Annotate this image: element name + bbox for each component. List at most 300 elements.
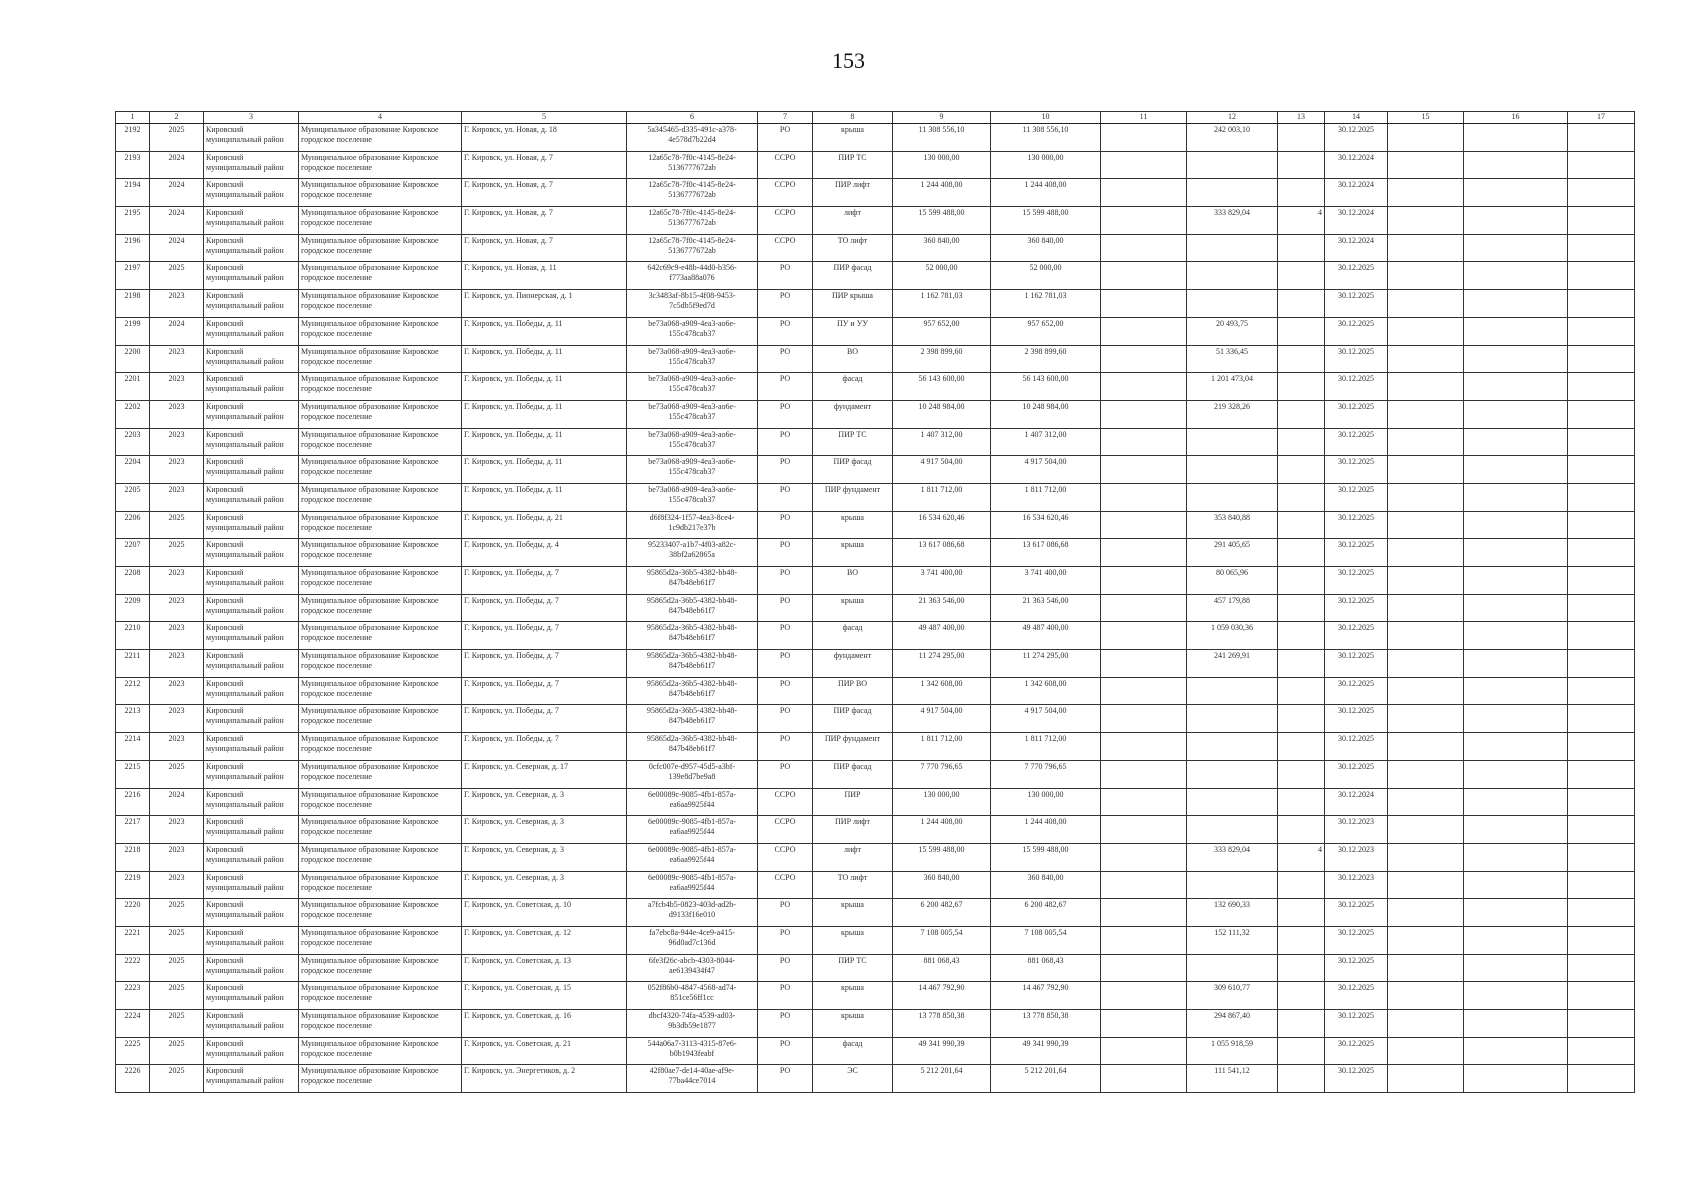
cell-address: Г. Кировск, ул. Северная, д. 3 [462, 788, 627, 816]
cell-col-17 [1568, 483, 1635, 511]
cell-col-17 [1568, 179, 1635, 207]
cell-cost-total: 957 652,00 [991, 317, 1101, 345]
cell-col-16 [1464, 290, 1568, 318]
cell-municipality: Муниципальное образование Кировское городское поселение [299, 816, 462, 844]
cell-work-type: крыша [813, 1010, 893, 1038]
cell-cost-total: 7 770 796,65 [991, 760, 1101, 788]
cell-work-type: ПИР лифт [813, 816, 893, 844]
cell-work-type: ПИР фасад [813, 262, 893, 290]
cell-district: Кировский муниципальный район [204, 705, 299, 733]
column-header-2: 2 [150, 112, 204, 124]
cell-col-12: 132 690,33 [1187, 899, 1278, 927]
cell-row-number: 2197 [116, 262, 150, 290]
column-header-10: 10 [991, 112, 1101, 124]
cell-col-12: 353 840,88 [1187, 511, 1278, 539]
cell-year: 2025 [150, 899, 204, 927]
table-row [116, 428, 1635, 456]
cell-col-17 [1568, 456, 1635, 484]
cell-municipality: Муниципальное образование Кировское городское поселение [299, 511, 462, 539]
cell-col-11 [1101, 1065, 1187, 1093]
cell-col-17 [1568, 954, 1635, 982]
cell-col-11 [1101, 539, 1187, 567]
cell-district: Кировский муниципальный район [204, 290, 299, 318]
cell-col-12: 241 269,91 [1187, 650, 1278, 678]
cell-year: 2025 [150, 1037, 204, 1065]
cell-house-guid: 95865d2a-36b5-4382-bb48-847b48eb61f7 [627, 650, 758, 678]
cell-col-13 [1278, 567, 1325, 595]
cell-col-11 [1101, 456, 1187, 484]
cell-year: 2023 [150, 816, 204, 844]
cell-col-11 [1101, 428, 1187, 456]
cell-cost: 3 741 400,00 [893, 567, 991, 595]
cell-col-12: 333 829,04 [1187, 843, 1278, 871]
cell-address: Г. Кировск, ул. Победы, д. 7 [462, 567, 627, 595]
cell-col-11 [1101, 1010, 1187, 1038]
cell-year: 2023 [150, 650, 204, 678]
cell-address: Г. Кировск, ул. Победы, д. 11 [462, 400, 627, 428]
cell-col-13 [1278, 539, 1325, 567]
cell-program: РО [758, 124, 813, 152]
cell-col-16 [1464, 179, 1568, 207]
cell-cost-total: 2 398 899,60 [991, 345, 1101, 373]
cell-row-number: 2196 [116, 234, 150, 262]
cell-program: РО [758, 483, 813, 511]
cell-program: РО [758, 622, 813, 650]
cell-cost: 56 143 600,00 [893, 373, 991, 401]
cell-district: Кировский муниципальный район [204, 483, 299, 511]
cell-col-11 [1101, 317, 1187, 345]
cell-work-type: ПИР фасад [813, 456, 893, 484]
cell-col-12: 242 003,10 [1187, 124, 1278, 152]
cell-work-type: фасад [813, 373, 893, 401]
cell-address: Г. Кировск, ул. Советская, д. 21 [462, 1037, 627, 1065]
cell-address: Г. Кировск, ул. Победы, д. 11 [462, 428, 627, 456]
cell-municipality: Муниципальное образование Кировское городское поселение [299, 234, 462, 262]
cell-cost-total: 14 467 792,90 [991, 982, 1101, 1010]
cell-col-13 [1278, 816, 1325, 844]
cell-municipality: Муниципальное образование Кировское городское поселение [299, 594, 462, 622]
cell-col-12 [1187, 234, 1278, 262]
cell-work-type: ТО лифт [813, 871, 893, 899]
cell-cost: 13 778 850,38 [893, 1010, 991, 1038]
cell-col-11 [1101, 151, 1187, 179]
cell-col-16 [1464, 899, 1568, 927]
cell-col-15 [1388, 1065, 1464, 1093]
cell-work-type: ВО [813, 567, 893, 595]
cell-address: Г. Кировск, ул. Советская, д. 15 [462, 982, 627, 1010]
cell-cost: 1 244 408,00 [893, 179, 991, 207]
cell-work-type: ТО лифт [813, 234, 893, 262]
table-row [116, 345, 1635, 373]
cell-address: Г. Кировск, ул. Победы, д. 11 [462, 483, 627, 511]
table-row [116, 843, 1635, 871]
cell-cost: 1 407 312,00 [893, 428, 991, 456]
cell-col-16 [1464, 262, 1568, 290]
table-row [116, 317, 1635, 345]
cell-district: Кировский муниципальный район [204, 428, 299, 456]
cell-col-11 [1101, 871, 1187, 899]
cell-work-type: крыша [813, 539, 893, 567]
cell-col-15 [1388, 511, 1464, 539]
cell-deadline: 30.12.2024 [1325, 234, 1388, 262]
cell-col-17 [1568, 234, 1635, 262]
cell-col-15 [1388, 456, 1464, 484]
cell-deadline: 30.12.2025 [1325, 456, 1388, 484]
table-row [116, 733, 1635, 761]
cell-program: ССРО [758, 179, 813, 207]
cell-row-number: 2206 [116, 511, 150, 539]
cell-municipality: Муниципальное образование Кировское городское поселение [299, 345, 462, 373]
cell-row-number: 2212 [116, 677, 150, 705]
cell-cost-total: 13 778 850,38 [991, 1010, 1101, 1038]
cell-deadline: 30.12.2025 [1325, 428, 1388, 456]
cell-cost: 7 108 005,54 [893, 926, 991, 954]
cell-house-guid: be73a068-a909-4ea3-ao6e-155c478cab37 [627, 373, 758, 401]
cell-col-11 [1101, 262, 1187, 290]
cell-address: Г. Кировск, ул. Советская, д. 10 [462, 899, 627, 927]
cell-work-type: ПИР ТС [813, 428, 893, 456]
table-row [116, 788, 1635, 816]
cell-col-17 [1568, 262, 1635, 290]
cell-cost: 881 068,43 [893, 954, 991, 982]
table-row [116, 677, 1635, 705]
cell-deadline: 30.12.2025 [1325, 705, 1388, 733]
cell-house-guid: 6e00089c-9085-4fb1-857a-ea6aa9925f44 [627, 788, 758, 816]
cell-deadline: 30.12.2025 [1325, 1037, 1388, 1065]
cell-house-guid: 12a65c78-7f0c-4145-8e24-5136777672ab [627, 207, 758, 235]
cell-col-11 [1101, 483, 1187, 511]
column-header-15: 15 [1388, 112, 1464, 124]
cell-deadline: 30.12.2025 [1325, 733, 1388, 761]
cell-cost-total: 15 599 488,00 [991, 843, 1101, 871]
cell-work-type: фундамент [813, 400, 893, 428]
column-header-3: 3 [204, 112, 299, 124]
cell-col-11 [1101, 124, 1187, 152]
cell-row-number: 2195 [116, 207, 150, 235]
cell-col-13 [1278, 483, 1325, 511]
cell-district: Кировский муниципальный район [204, 594, 299, 622]
cell-work-type: фасад [813, 622, 893, 650]
cell-deadline: 30.12.2025 [1325, 483, 1388, 511]
column-header-11: 11 [1101, 112, 1187, 124]
table-row [116, 124, 1635, 152]
cell-col-11 [1101, 733, 1187, 761]
cell-house-guid: 12a65c78-7f0c-4145-8e24-5136777672ab [627, 151, 758, 179]
cell-col-16 [1464, 594, 1568, 622]
cell-cost: 15 599 488,00 [893, 207, 991, 235]
cell-house-guid: 95865d2a-36b5-4382-bb48-847b48eb61f7 [627, 594, 758, 622]
cell-deadline: 30.12.2025 [1325, 899, 1388, 927]
cell-work-type: крыша [813, 594, 893, 622]
cell-program: ССРО [758, 871, 813, 899]
cell-col-17 [1568, 511, 1635, 539]
cell-cost-total: 49 487 400,00 [991, 622, 1101, 650]
cell-col-13 [1278, 622, 1325, 650]
cell-year: 2023 [150, 622, 204, 650]
cell-year: 2025 [150, 1010, 204, 1038]
cell-cost: 957 652,00 [893, 317, 991, 345]
table-row [116, 234, 1635, 262]
cell-col-17 [1568, 650, 1635, 678]
cell-year: 2025 [150, 982, 204, 1010]
cell-col-13 [1278, 124, 1325, 152]
cell-col-15 [1388, 622, 1464, 650]
cell-cost-total: 130 000,00 [991, 788, 1101, 816]
cell-year: 2023 [150, 705, 204, 733]
cell-row-number: 2207 [116, 539, 150, 567]
cell-row-number: 2211 [116, 650, 150, 678]
cell-deadline: 30.12.2025 [1325, 622, 1388, 650]
cell-col-15 [1388, 954, 1464, 982]
cell-col-15 [1388, 207, 1464, 235]
cell-col-17 [1568, 1037, 1635, 1065]
cell-cost-total: 7 108 005,54 [991, 926, 1101, 954]
cell-col-12 [1187, 705, 1278, 733]
table-row [116, 456, 1635, 484]
cell-work-type: ПИР ВО [813, 677, 893, 705]
cell-col-15 [1388, 124, 1464, 152]
cell-col-13 [1278, 400, 1325, 428]
cell-house-guid: 95865d2a-36b5-4382-bb48-847b48eb61f7 [627, 567, 758, 595]
cell-district: Кировский муниципальный район [204, 843, 299, 871]
cell-cost-total: 1 407 312,00 [991, 428, 1101, 456]
cell-house-guid: 5a345465-d335-491c-a378-4e578d7b22d4 [627, 124, 758, 152]
cell-municipality: Муниципальное образование Кировское городское поселение [299, 151, 462, 179]
cell-row-number: 2202 [116, 400, 150, 428]
cell-col-12: 1 059 030,36 [1187, 622, 1278, 650]
cell-col-15 [1388, 428, 1464, 456]
cell-cost-total: 130 000,00 [991, 151, 1101, 179]
cell-municipality: Муниципальное образование Кировское городское поселение [299, 871, 462, 899]
cell-address: Г. Кировск, ул. Победы, д. 11 [462, 373, 627, 401]
cell-district: Кировский муниципальный район [204, 234, 299, 262]
cell-col-11 [1101, 234, 1187, 262]
cell-cost-total: 1 342 608,00 [991, 677, 1101, 705]
cell-program: РО [758, 1065, 813, 1093]
cell-district: Кировский муниципальный район [204, 733, 299, 761]
cell-house-guid: 95865d2a-36b5-4382-bb48-847b48eb61f7 [627, 733, 758, 761]
cell-district: Кировский муниципальный район [204, 1065, 299, 1093]
cell-col-11 [1101, 373, 1187, 401]
cell-cost-total: 5 212 201,64 [991, 1065, 1101, 1093]
cell-district: Кировский муниципальный район [204, 926, 299, 954]
cell-col-12: 457 179,88 [1187, 594, 1278, 622]
cell-municipality: Муниципальное образование Кировское городское поселение [299, 982, 462, 1010]
cell-cost: 4 917 504,00 [893, 456, 991, 484]
cell-deadline: 30.12.2025 [1325, 373, 1388, 401]
cell-col-12: 1 201 473,04 [1187, 373, 1278, 401]
cell-district: Кировский муниципальный район [204, 871, 299, 899]
cell-program: РО [758, 650, 813, 678]
cell-year: 2024 [150, 317, 204, 345]
cell-work-type: ПИР фундамент [813, 733, 893, 761]
cell-col-16 [1464, 207, 1568, 235]
column-header-4: 4 [299, 112, 462, 124]
cell-house-guid: 42f80ae7-de14-40ae-af9e-77ba44ce7014 [627, 1065, 758, 1093]
cell-municipality: Муниципальное образование Кировское городское поселение [299, 705, 462, 733]
cell-col-13 [1278, 594, 1325, 622]
cell-work-type: ЭС [813, 1065, 893, 1093]
cell-municipality: Муниципальное образование Кировское городское поселение [299, 899, 462, 927]
cell-address: Г. Кировск, ул. Северная, д. 3 [462, 816, 627, 844]
cell-cost: 11 308 556,10 [893, 124, 991, 152]
cell-district: Кировский муниципальный район [204, 511, 299, 539]
cell-year: 2025 [150, 926, 204, 954]
cell-col-17 [1568, 677, 1635, 705]
cell-municipality: Муниципальное образование Кировское городское поселение [299, 843, 462, 871]
cell-year: 2023 [150, 677, 204, 705]
cell-col-13 [1278, 1037, 1325, 1065]
table-row [116, 511, 1635, 539]
cell-municipality: Муниципальное образование Кировское городское поселение [299, 1065, 462, 1093]
cell-col-12 [1187, 262, 1278, 290]
cell-col-12 [1187, 428, 1278, 456]
cell-row-number: 2217 [116, 816, 150, 844]
cell-program: ССРО [758, 207, 813, 235]
cell-district: Кировский муниципальный район [204, 650, 299, 678]
cell-col-12: 333 829,04 [1187, 207, 1278, 235]
cell-district: Кировский муниципальный район [204, 124, 299, 152]
cell-col-17 [1568, 373, 1635, 401]
cell-district: Кировский муниципальный район [204, 677, 299, 705]
cell-col-15 [1388, 234, 1464, 262]
cell-col-15 [1388, 151, 1464, 179]
column-header-6: 6 [627, 112, 758, 124]
table-row [116, 567, 1635, 595]
cell-work-type: ПИР крыша [813, 290, 893, 318]
table-row [116, 290, 1635, 318]
table-row [116, 871, 1635, 899]
cell-cost-total: 4 917 504,00 [991, 705, 1101, 733]
cell-address: Г. Кировск, ул. Пионерская, д. 1 [462, 290, 627, 318]
cell-work-type: ПИР ТС [813, 151, 893, 179]
cell-cost: 1 162 781,03 [893, 290, 991, 318]
cell-col-16 [1464, 1065, 1568, 1093]
cell-col-11 [1101, 816, 1187, 844]
cell-col-16 [1464, 456, 1568, 484]
cell-address: Г. Кировск, ул. Победы, д. 7 [462, 622, 627, 650]
cell-col-16 [1464, 345, 1568, 373]
cell-municipality: Муниципальное образование Кировское городское поселение [299, 400, 462, 428]
cell-cost-total: 1 811 712,00 [991, 733, 1101, 761]
cell-col-11 [1101, 207, 1187, 235]
cell-col-15 [1388, 760, 1464, 788]
cell-deadline: 30.12.2025 [1325, 317, 1388, 345]
column-header-14: 14 [1325, 112, 1388, 124]
cell-year: 2023 [150, 567, 204, 595]
cell-house-guid: a7fcb4b5-0823-403d-ad2b-d9133f16e010 [627, 899, 758, 927]
cell-row-number: 2203 [116, 428, 150, 456]
cell-col-11 [1101, 677, 1187, 705]
cell-district: Кировский муниципальный район [204, 622, 299, 650]
cell-col-16 [1464, 816, 1568, 844]
cell-col-15 [1388, 871, 1464, 899]
cell-col-17 [1568, 151, 1635, 179]
cell-house-guid: be73a068-a909-4ea3-ao6e-155c478cab37 [627, 483, 758, 511]
cell-cost-total: 4 917 504,00 [991, 456, 1101, 484]
table-row [116, 1037, 1635, 1065]
cell-col-12 [1187, 677, 1278, 705]
cell-col-11 [1101, 179, 1187, 207]
cell-col-15 [1388, 373, 1464, 401]
cell-col-13 [1278, 262, 1325, 290]
cell-cost: 7 770 796,65 [893, 760, 991, 788]
cell-col-15 [1388, 788, 1464, 816]
cell-col-16 [1464, 926, 1568, 954]
cell-district: Кировский муниципальный район [204, 207, 299, 235]
cell-cost-total: 13 617 086,68 [991, 539, 1101, 567]
cell-address: Г. Кировск, ул. Победы, д. 7 [462, 705, 627, 733]
cell-row-number: 2210 [116, 622, 150, 650]
cell-cost-total: 360 840,00 [991, 871, 1101, 899]
cell-row-number: 2222 [116, 954, 150, 982]
table-row [116, 594, 1635, 622]
cell-col-13 [1278, 345, 1325, 373]
cell-row-number: 2214 [116, 733, 150, 761]
cell-work-type: ПИР фасад [813, 760, 893, 788]
cell-col-16 [1464, 317, 1568, 345]
cell-work-type: ПИР ТС [813, 954, 893, 982]
column-header-13: 13 [1278, 112, 1325, 124]
cell-year: 2025 [150, 262, 204, 290]
cell-program: РО [758, 733, 813, 761]
cell-house-guid: 6e00089c-9085-4fb1-857a-ea6aa9925f44 [627, 843, 758, 871]
cell-col-15 [1388, 705, 1464, 733]
table-header-row [116, 112, 1635, 124]
cell-col-12 [1187, 179, 1278, 207]
cell-program: РО [758, 428, 813, 456]
cell-deadline: 30.12.2025 [1325, 124, 1388, 152]
cell-col-13 [1278, 760, 1325, 788]
cell-address: Г. Кировск, ул. Советская, д. 12 [462, 926, 627, 954]
cell-col-17 [1568, 871, 1635, 899]
cell-col-13 [1278, 234, 1325, 262]
cell-col-11 [1101, 760, 1187, 788]
cell-col-17 [1568, 760, 1635, 788]
cell-work-type: лифт [813, 207, 893, 235]
cell-cost-total: 881 068,43 [991, 954, 1101, 982]
cell-cost-total: 1 244 408,00 [991, 816, 1101, 844]
cell-col-12: 20 493,75 [1187, 317, 1278, 345]
cell-program: РО [758, 290, 813, 318]
table-row [116, 539, 1635, 567]
column-header-16: 16 [1464, 112, 1568, 124]
cell-program: РО [758, 1010, 813, 1038]
cell-col-15 [1388, 1037, 1464, 1065]
cell-house-guid: 95865d2a-36b5-4382-bb48-847b48eb61f7 [627, 677, 758, 705]
cell-col-13 [1278, 926, 1325, 954]
cell-col-13 [1278, 677, 1325, 705]
cell-col-15 [1388, 982, 1464, 1010]
cell-house-guid: 544a06a7-3113-4315-87e6-b0b1943feabf [627, 1037, 758, 1065]
cell-year: 2023 [150, 871, 204, 899]
cell-cost: 1 342 608,00 [893, 677, 991, 705]
cell-municipality: Муниципальное образование Кировское городское поселение [299, 317, 462, 345]
cell-municipality: Муниципальное образование Кировское городское поселение [299, 677, 462, 705]
cell-row-number: 2198 [116, 290, 150, 318]
cell-year: 2023 [150, 594, 204, 622]
cell-address: Г. Кировск, ул. Советская, д. 13 [462, 954, 627, 982]
cell-house-guid: 3c3483af-8b15-4f08-9453-7c5db5f9ed7d [627, 290, 758, 318]
cell-row-number: 2226 [116, 1065, 150, 1093]
cell-cost-total: 360 840,00 [991, 234, 1101, 262]
cell-col-13 [1278, 871, 1325, 899]
cell-col-15 [1388, 899, 1464, 927]
cell-deadline: 30.12.2025 [1325, 760, 1388, 788]
cell-cost: 21 363 546,00 [893, 594, 991, 622]
cell-col-16 [1464, 954, 1568, 982]
cell-col-12 [1187, 483, 1278, 511]
